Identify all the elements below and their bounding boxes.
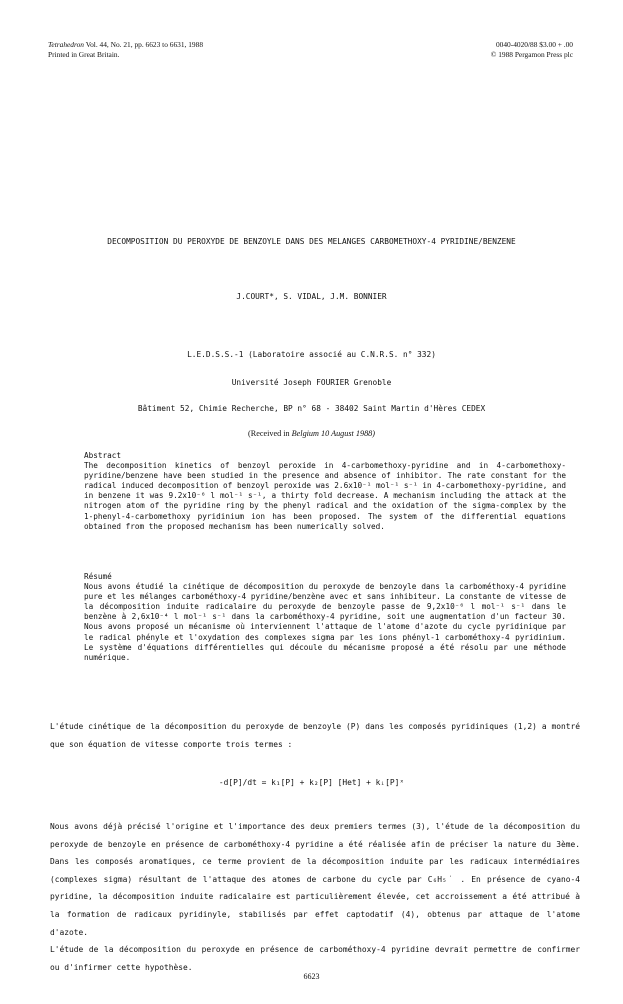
copyright-notice: © 1988 Pergamon Press plc bbox=[490, 49, 573, 59]
article-title: DECOMPOSITION DU PEROXYDE DE BENZOYLE DANS DES MELANGES CARBOMETHOXY-4 PYRIDINE/BENZENE bbox=[107, 237, 516, 246]
body-paragraph-1 bbox=[50, 718, 580, 753]
abstract-text: The decomposition kinetics of benzoyl peroxide in 4-carbomethoxy-pyridine and in 4-carbomethoxy-pyridine/benzene have been studied in the presence and absence of inhibitor. The rate constant for the radical induced decomposition of benzoyl peroxide was 2.6x10⁻¹ mol⁻¹ s⁻¹ in 4-carbomethoxy-pyridine, and in benzene it was 9.2x10⁻⁶ l mol⁻¹ s⁻¹, a thirty fold decrease. A mechanism including the attack at the nitrogen atom of the pyridine ring by the phenyl radical and the oxidation of the sigma-complex by the 1-phenyl-4-carbomethoxy pyridinium ion has been proposed. The system of the differential equations obtained from the proposed mechanism has been numerically solved. bbox=[84, 461, 566, 531]
body-text-2: Nous avons déjà précisé l'origine et l'importance des deux premiers termes (3), l'étude de la décomposition du peroxyde de benzoyle en présence de carbométhoxy-4 pyridine a été réalisée afin de préciser la nature du 3ème. Dans les composés aromatiques, ce terme provient de la décomposition induite par les radicaux intermédiaires (complexes sigma) résultant de l'attaque des atomes de carbone du cycle par C₆H₅˙ . En présence de cyano-4 pyridine, la décomposition induite radicalaire est particulièrement élevée, cet accroissement a été attribué à la formation de radicaux pyridinyle, stabilisés par effet captodatif (4), obtenus par attaque de l'atome d'azote. bbox=[50, 822, 580, 937]
abstract-heading: Abstract bbox=[84, 451, 122, 460]
abstract-section bbox=[84, 451, 566, 532]
body-paragraph-2 bbox=[50, 818, 580, 976]
body-text-3: L'étude de la décomposition du peroxyde en présence de carbométhoxy-4 pyridine devrait permettre de confirmer ou d'infirmer cette hypothèse. bbox=[50, 945, 580, 972]
resume-text: Nous avons étudié la cinétique de décomposition du peroxyde de benzoyle dans la carbométhoxy-4 pyridine pure et les mélanges carbométhoxy-4 pyridine/benzène avec et sans inhibiteur. La constante de vitesse de la décomposition induite radicalaire du peroxyde de benzoyle passe de 9,2x10⁻⁶ l mol⁻¹ s⁻¹ dans le benzène à 2,6x10⁻⁴ l mol⁻¹ s⁻¹ dans la carbométhoxy-4 pyridine, soit une augmentation d'un facteur 30. Nous avons proposé un mécanisme où interviennent l'attaque de l'atome d'azote du cycle pyridinique par le radical phényle et l'oxydation des complexes sigma par les ions phényl-1 carbométhoxy-4 pyridinium. Le système d'équations différentielles qui découle du mécanisme proposé a été résolu par une méthode numérique. bbox=[84, 582, 566, 662]
received-date: 10 August 1988) bbox=[318, 429, 375, 438]
printed-location: Printed in Great Britain. bbox=[48, 49, 120, 59]
resume-heading: Résumé bbox=[84, 572, 112, 581]
affiliation-address: Bâtiment 52, Chimie Recherche, BP n° 68 - 38402 Saint Martin d'Hères CEDEX bbox=[137, 404, 486, 413]
received-place: Belgium bbox=[291, 429, 319, 438]
affiliation-lab: L.E.D.S.S.-1 (Laboratoire associé au C.N.R.S. n° 332) bbox=[187, 350, 436, 359]
journal-volume: Vol. 44, No. 21, pp. 6623 to 6631, 1988 bbox=[84, 40, 204, 49]
page-number: 6623 bbox=[303, 972, 320, 981]
received-line bbox=[0, 429, 623, 438]
article-authors: J.COURT*, S. VIDAL, J.M. BONNIER bbox=[236, 292, 387, 301]
journal-citation bbox=[48, 40, 203, 50]
received-prefix: (Received in bbox=[248, 429, 292, 438]
affiliation-university: Université Joseph FOURIER Grenoble bbox=[231, 378, 392, 387]
body-text-1: L'étude cinétique de la décomposition du peroxyde de benzoyle (P) dans les composés pyridiniques (1,2) a montré que son équation de vitesse comporte trois termes : bbox=[50, 722, 580, 749]
issn-price: 0040-4020/88 $3.00 + .00 bbox=[495, 40, 573, 49]
journal-name: Tetrahedron bbox=[48, 40, 84, 49]
journal-header-right bbox=[491, 40, 573, 59]
rate-equation: -d[P]/dt = k₁[P] + k₂[P] [Het] + kᵢ[P]ˣ bbox=[218, 778, 405, 787]
resume-section bbox=[84, 572, 566, 663]
journal-header-left bbox=[48, 40, 203, 59]
